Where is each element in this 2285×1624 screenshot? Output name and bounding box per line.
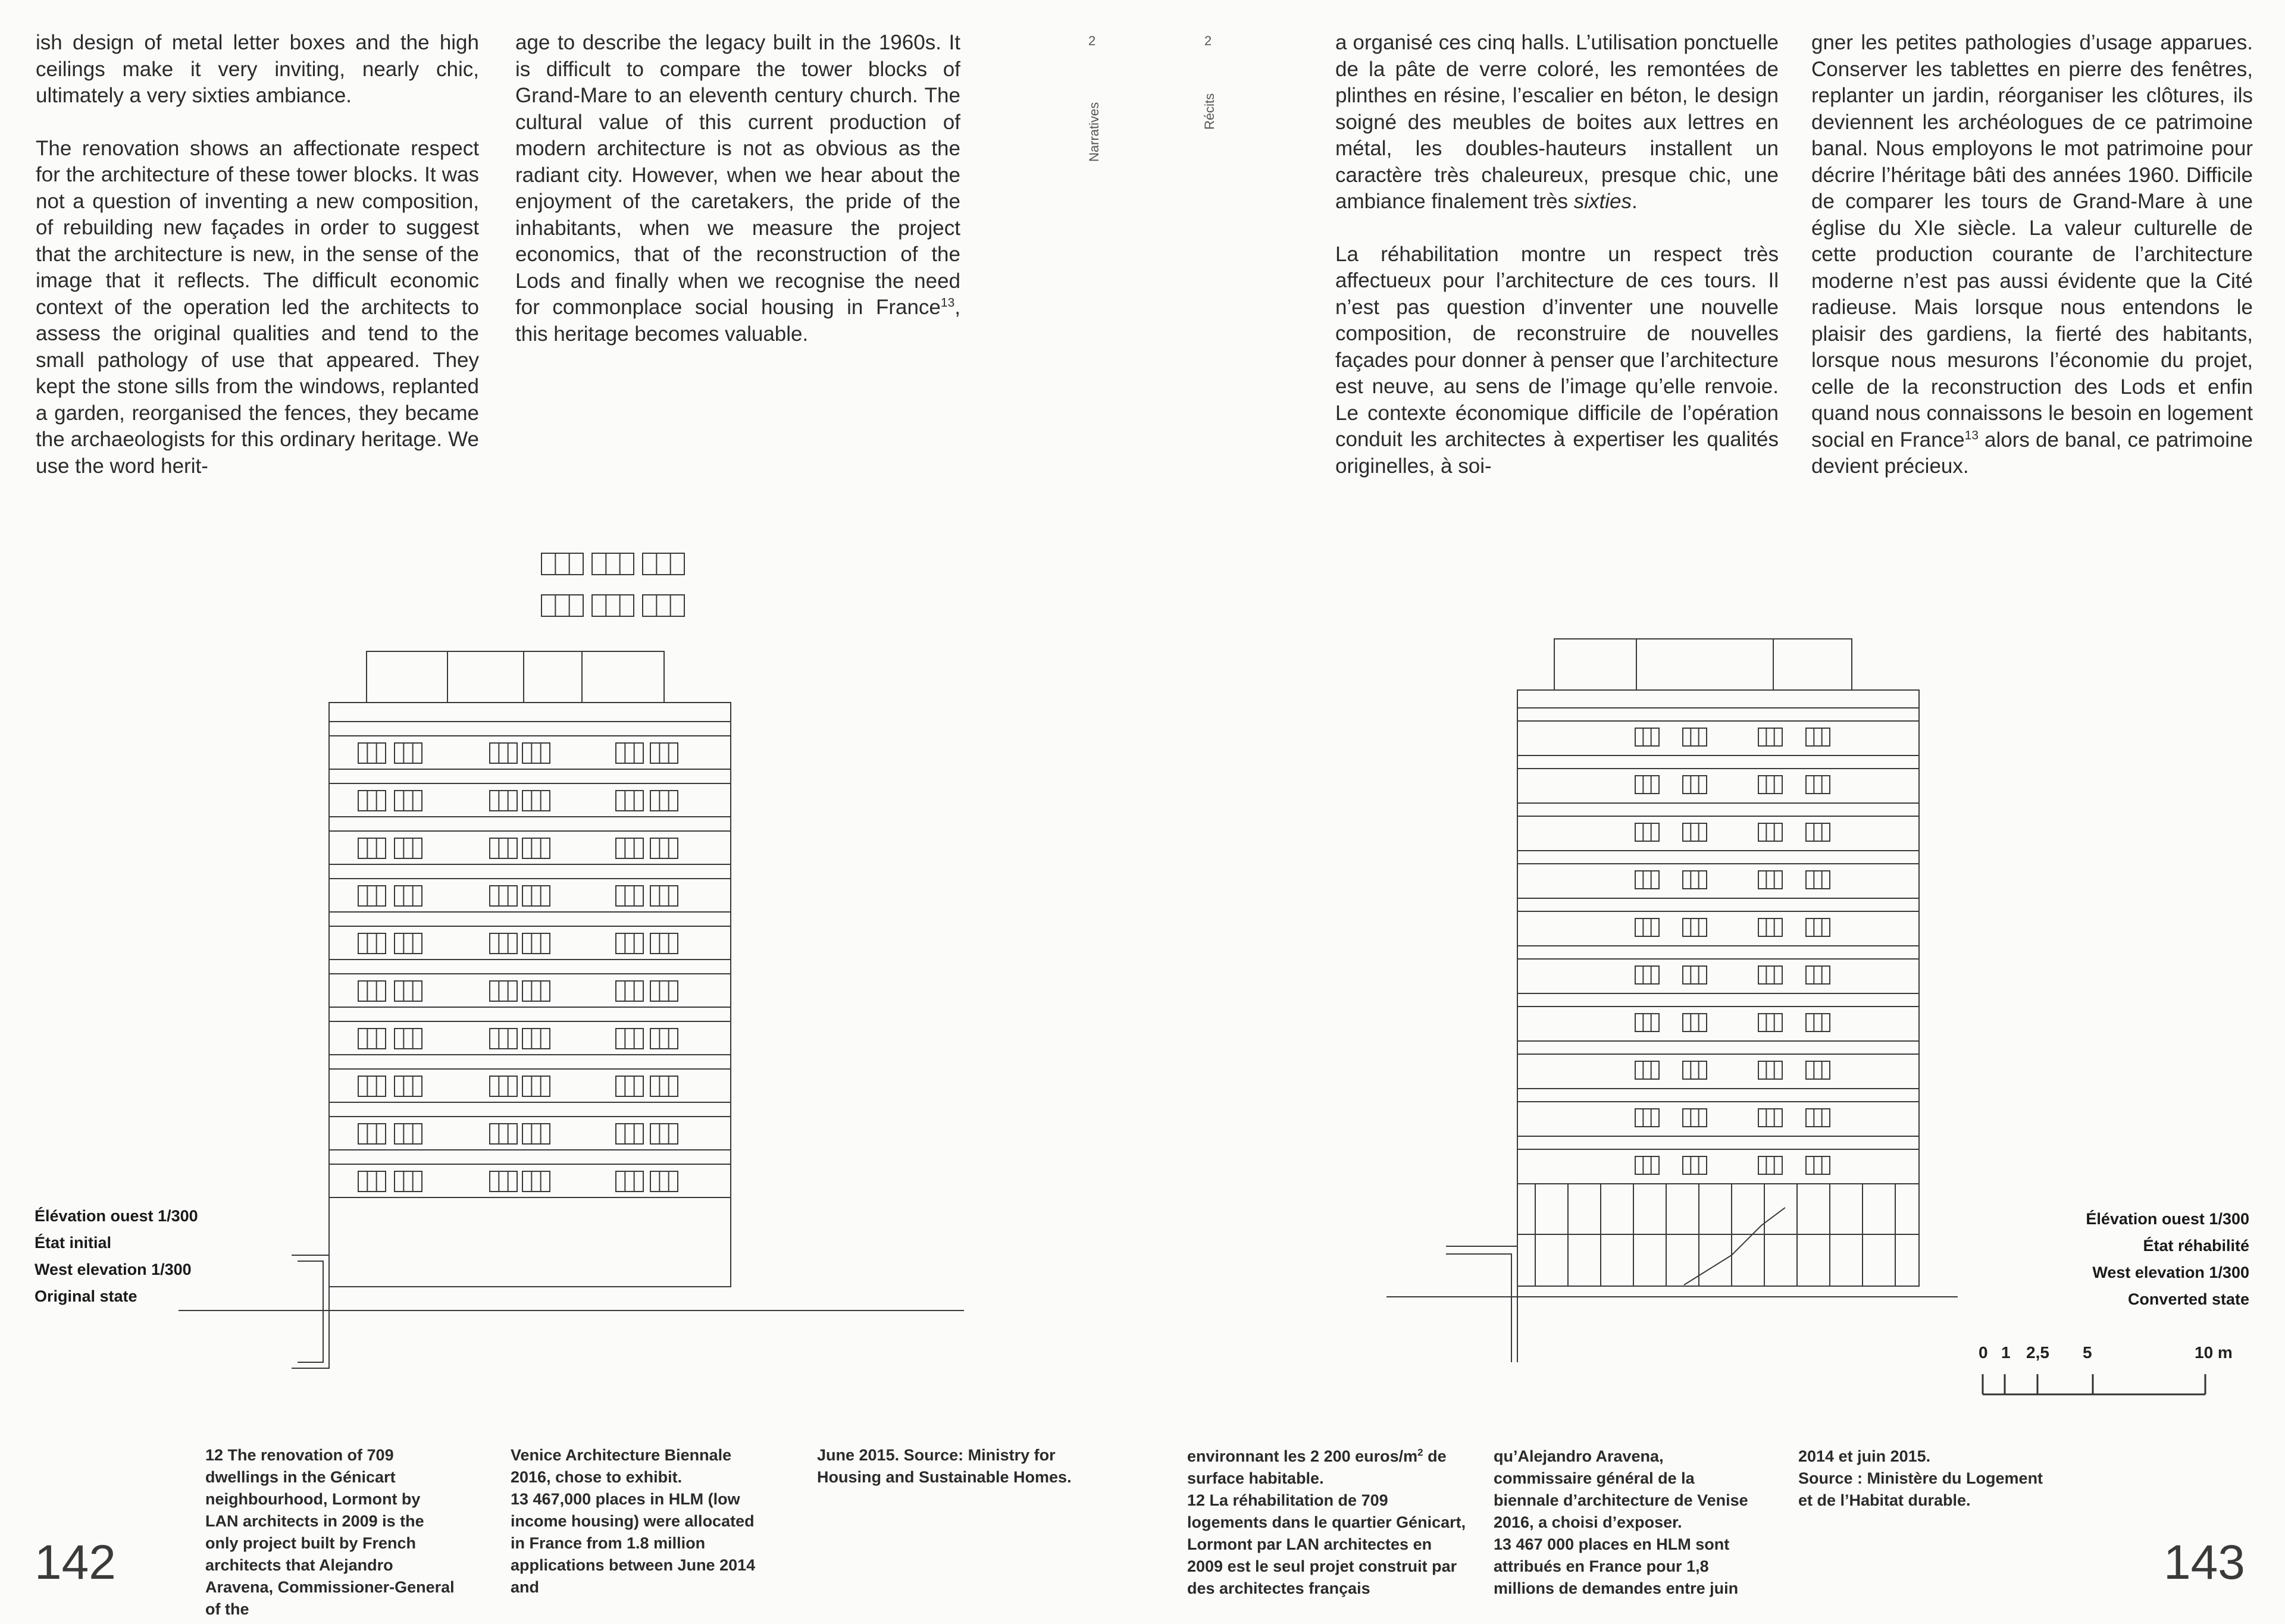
window bbox=[395, 1171, 422, 1192]
left-col2-text: age to describe the legacy built in the 1960s. It is difficult to compare the tower blocks of Grand-Mare to an eleventh century church. The cultural value of this current production of modern architecture is not as obvious as the radiant city. However, when we hear about the enjoyment of the caretakers, the pride of the inhabitants, when we measure the project economics, that of the reconstruction of the Lods and finally when we recognise the need for commonplace social housing in France bbox=[515, 31, 960, 319]
caption-line: West elevation 1/300 bbox=[2092, 1264, 2249, 1281]
floor-band bbox=[1517, 993, 1919, 1041]
right-footnote-col-3: 2014 et juin 2015. Source : Ministère du Logement et de l’Habitat durable. bbox=[1798, 1447, 2043, 1509]
window bbox=[1683, 1014, 1707, 1032]
window bbox=[395, 1029, 422, 1049]
window bbox=[650, 1029, 678, 1049]
roof-slab bbox=[1517, 690, 1919, 708]
caption-line: West elevation 1/300 bbox=[35, 1261, 192, 1278]
window bbox=[650, 886, 678, 906]
window bbox=[358, 933, 386, 954]
window bbox=[592, 553, 634, 575]
window bbox=[1806, 871, 1830, 889]
window bbox=[522, 1029, 550, 1049]
window bbox=[1806, 1156, 1830, 1174]
floor-band bbox=[1517, 1089, 1919, 1136]
scale-label-1: 1 bbox=[2001, 1343, 2011, 1362]
floor-band bbox=[329, 960, 731, 1007]
right-section-number: 2 bbox=[1204, 33, 1212, 48]
window bbox=[490, 791, 517, 811]
window bbox=[490, 933, 517, 954]
floor-band bbox=[1517, 803, 1919, 851]
window bbox=[650, 933, 678, 954]
window bbox=[1758, 918, 1782, 936]
window bbox=[490, 838, 517, 858]
right-footnote-col-2: qu’Alejandro Aravena, commissaire général de la biennale d’architecture de Venise 2016, a choisi d’exposer. 13 467 000 places en HLM sont attribués en France pour 1,8 millions de demandes entre juin bbox=[1494, 1447, 1748, 1597]
left-section-number: 2 bbox=[1088, 33, 1096, 48]
caption-line: Élévation ouest 1/300 bbox=[2086, 1210, 2249, 1228]
window bbox=[395, 838, 422, 858]
window bbox=[358, 981, 386, 1001]
window bbox=[616, 1124, 643, 1144]
window bbox=[1758, 1061, 1782, 1079]
window bbox=[1683, 1061, 1707, 1079]
footnote-ref-13: 13 bbox=[940, 296, 955, 310]
floor-band bbox=[329, 722, 731, 769]
right-page-number: 143 bbox=[2164, 1535, 2245, 1589]
window bbox=[522, 1076, 550, 1096]
caption-line: Original state bbox=[35, 1287, 137, 1305]
floor-band bbox=[329, 1102, 731, 1150]
window bbox=[1806, 966, 1830, 984]
window bbox=[1758, 1014, 1782, 1032]
window bbox=[1635, 918, 1659, 936]
window bbox=[650, 838, 678, 858]
window bbox=[358, 838, 386, 858]
left-building-elevation-original bbox=[179, 553, 964, 1368]
window bbox=[1758, 871, 1782, 889]
window bbox=[1635, 728, 1659, 746]
right-paragraph-2: La réhabilitation montre un respect très affectueux pour l’architecture de ces tours. Il n’est pas question d’inventer une nouvelle composition, de reconstruire de nouvelles façades pour donner à penser que l’architecture est neuve, au sens de l’image qu’elle renvoie. Le contexte économique difficile de l’opération conduit les architectes à expertiser les qualités originelles, à soi- bbox=[1335, 242, 1779, 478]
window bbox=[1806, 823, 1830, 841]
window bbox=[616, 1029, 643, 1049]
scale-bar bbox=[1983, 1374, 2205, 1394]
window bbox=[1635, 871, 1659, 889]
window bbox=[1758, 776, 1782, 794]
window bbox=[358, 1171, 386, 1192]
window bbox=[1635, 1156, 1659, 1174]
window bbox=[522, 981, 550, 1001]
right-fn1-text: environnant les 2 200 euros/m bbox=[1187, 1447, 1418, 1465]
window bbox=[1683, 1109, 1707, 1127]
scale-label-2-5: 2,5 bbox=[2026, 1343, 2049, 1362]
window bbox=[616, 1171, 643, 1192]
window bbox=[1683, 966, 1707, 984]
window bbox=[1683, 1156, 1707, 1174]
window bbox=[522, 838, 550, 858]
window bbox=[616, 933, 643, 954]
window bbox=[650, 791, 678, 811]
window bbox=[1758, 1109, 1782, 1127]
window bbox=[395, 743, 422, 763]
window bbox=[1635, 1014, 1659, 1032]
caption-line: Élévation ouest 1/300 bbox=[35, 1207, 198, 1225]
floor-band bbox=[1517, 898, 1919, 946]
window bbox=[541, 553, 583, 575]
window bbox=[490, 1171, 517, 1192]
window bbox=[1758, 823, 1782, 841]
window bbox=[650, 743, 678, 763]
superscript-2: 2 bbox=[1417, 1447, 1423, 1458]
window bbox=[650, 1124, 678, 1144]
window bbox=[616, 981, 643, 1001]
left-footnote-col-2: Venice Architecture Biennale 2016, chose to exhibit. 13 467,000 places in HLM (low income housing) were allocated in France from 1.8 million applications between June 2014 and bbox=[511, 1446, 756, 1596]
roof-slab bbox=[329, 703, 731, 722]
window bbox=[522, 791, 550, 811]
window bbox=[650, 1171, 678, 1192]
window bbox=[592, 595, 634, 616]
window bbox=[643, 595, 684, 616]
left-paragraph-1: ish design of metal letter boxes and the high ceilings make it very inviting, nearly chic, ultimately a very sixties ambiance. bbox=[36, 31, 479, 107]
left-section-label: Narratives bbox=[1087, 102, 1101, 162]
window bbox=[358, 1124, 386, 1144]
window bbox=[650, 1076, 678, 1096]
floor-band bbox=[1517, 1041, 1919, 1089]
left-col2-tail: , this heritage becomes valuable. bbox=[515, 296, 960, 346]
window bbox=[395, 981, 422, 1001]
window bbox=[490, 981, 517, 1001]
window bbox=[490, 886, 517, 906]
window bbox=[643, 553, 684, 575]
window bbox=[522, 1171, 550, 1192]
floor-band bbox=[1517, 946, 1919, 993]
window bbox=[616, 1076, 643, 1096]
caption-line: État réhabilité bbox=[2143, 1237, 2249, 1255]
window bbox=[358, 886, 386, 906]
window bbox=[616, 838, 643, 858]
floor-band bbox=[329, 1055, 731, 1102]
right-col1-period: . bbox=[1632, 190, 1638, 213]
right-col1-italic: sixties bbox=[1573, 190, 1632, 213]
left-page-number: 142 bbox=[35, 1535, 116, 1589]
window bbox=[1683, 918, 1707, 936]
window bbox=[1806, 1109, 1830, 1127]
right-col2-text: gner les petites pathologies d’usage apparues. Conserver les tablettes en pierre des fenêtres, replanter un jardin, réorganiser les clôtures, ils deviennent les archéologues de ce patrimoine banal. Nous employons le mot patrimoine pour décrire l’héritage bâti des années 1960. Difficile de comparer les tours de Grand-Mare à une église du XIe siècle. La valeur culturelle de cette production courante de l’architecture moderne n’est pas aussi évidente que la Cité radieuse. Mais lorsque nous entendons le plaisir des gardiens, la fierté des habitants, lorsque nous mesurons l’économie du projet, celle de la reconstruction des Lods et enfin quand nous connaissons le besoin en logement social en France bbox=[1811, 31, 2253, 452]
floor-band bbox=[329, 769, 731, 817]
window bbox=[1806, 728, 1830, 746]
window bbox=[522, 1124, 550, 1144]
window bbox=[395, 886, 422, 906]
window bbox=[1635, 823, 1659, 841]
window bbox=[616, 791, 643, 811]
window bbox=[522, 933, 550, 954]
retaining-wall bbox=[1446, 1246, 1517, 1362]
ground-floor bbox=[329, 1197, 731, 1287]
window bbox=[1683, 776, 1707, 794]
window bbox=[395, 1076, 422, 1096]
window bbox=[1635, 966, 1659, 984]
window bbox=[541, 595, 583, 616]
window bbox=[1683, 871, 1707, 889]
window bbox=[522, 743, 550, 763]
window bbox=[490, 1124, 517, 1144]
window bbox=[1806, 1061, 1830, 1079]
right-building-elevation-converted bbox=[1386, 639, 1958, 1362]
window bbox=[490, 1076, 517, 1096]
window bbox=[1635, 776, 1659, 794]
floor-band bbox=[1517, 708, 1919, 755]
window bbox=[395, 791, 422, 811]
window bbox=[1758, 728, 1782, 746]
window bbox=[358, 743, 386, 763]
left-footnote-col-1: 12 The renovation of 709 dwellings in the Génicart neighbourhood, Lormont by LAN architects in 2009 is the only project built by French architects that Alejandro Aravena, Commissioner-General of the bbox=[205, 1446, 455, 1618]
caption-line: État initial bbox=[35, 1234, 112, 1252]
window bbox=[616, 743, 643, 763]
retaining-wall-inner bbox=[1446, 1254, 1511, 1362]
window bbox=[395, 1124, 422, 1144]
window bbox=[1635, 1109, 1659, 1127]
scale-label-10m: 10 m bbox=[2195, 1343, 2233, 1362]
window bbox=[1758, 1156, 1782, 1174]
window bbox=[1806, 918, 1830, 936]
footnote-ref-13: 13 bbox=[1964, 428, 1979, 442]
left-footnote-col-3: June 2015. Source: Ministry for Housing and Sustainable Homes. bbox=[817, 1446, 1072, 1486]
left-paragraph-2: The renovation shows an affectionate respect for the architecture of these tower blocks. It was not a question of inventing a new composition, of rebuilding new façades in order to suggest that the architecture is new, in the sense of the image that it reflects. The difficult economic context of the operation led the architects to assess the original qualities and tend to the small pathology of use that appeared. They kept the stone sills from the windows, replanted a garden, reorganised the fences, they became the archaeologists for this ordinary heritage. We use the word herit- bbox=[36, 136, 479, 478]
floor-band bbox=[1517, 755, 1919, 803]
floor-band bbox=[329, 817, 731, 864]
rooftop-structure bbox=[367, 651, 664, 703]
window bbox=[490, 743, 517, 763]
window bbox=[395, 933, 422, 954]
scale-label-0: 0 bbox=[1979, 1343, 1988, 1362]
window bbox=[1806, 1014, 1830, 1032]
right-col2-tail: alors de banal, ce patrimoine devient précieux. bbox=[1811, 428, 2253, 478]
window bbox=[650, 981, 678, 1001]
window bbox=[358, 1076, 386, 1096]
floor-band bbox=[329, 1150, 731, 1197]
window bbox=[1635, 1061, 1659, 1079]
window bbox=[358, 791, 386, 811]
rooftop-structure bbox=[1554, 639, 1852, 690]
caption-line: Converted state bbox=[2127, 1290, 2249, 1308]
window bbox=[1806, 776, 1830, 794]
floor-band bbox=[329, 912, 731, 960]
window bbox=[522, 886, 550, 906]
right-section-label: Récits bbox=[1202, 93, 1217, 130]
window bbox=[616, 886, 643, 906]
window bbox=[1683, 728, 1707, 746]
window bbox=[1758, 966, 1782, 984]
scale-label-5: 5 bbox=[2083, 1343, 2092, 1362]
retaining-wall-inner bbox=[298, 1261, 323, 1362]
floor-band bbox=[329, 1007, 731, 1055]
window bbox=[490, 1029, 517, 1049]
window bbox=[1683, 823, 1707, 841]
right-col1-text: a organisé ces cinq halls. L’utilisation ponctuelle de la pâte de verre coloré, les remontées de plinthes en résine, l’escalier en béton, le design soigné des meubles de boites aux lettres en métal, les doubles-hauteurs installent un caractère très chaleureux, presque chic, une ambiance finalement très bbox=[1335, 31, 1779, 213]
window bbox=[358, 1029, 386, 1049]
floor-band bbox=[1517, 1136, 1919, 1184]
floor-band bbox=[329, 864, 731, 912]
floor-band bbox=[1517, 851, 1919, 898]
right-fn1-tail: de surface habitable. 12 La réhabilitation de 709 logements dans le quartier Génicart, Lormont par LAN architectes en 2009 est le seul projet construit par des architectes français bbox=[1187, 1447, 1466, 1597]
